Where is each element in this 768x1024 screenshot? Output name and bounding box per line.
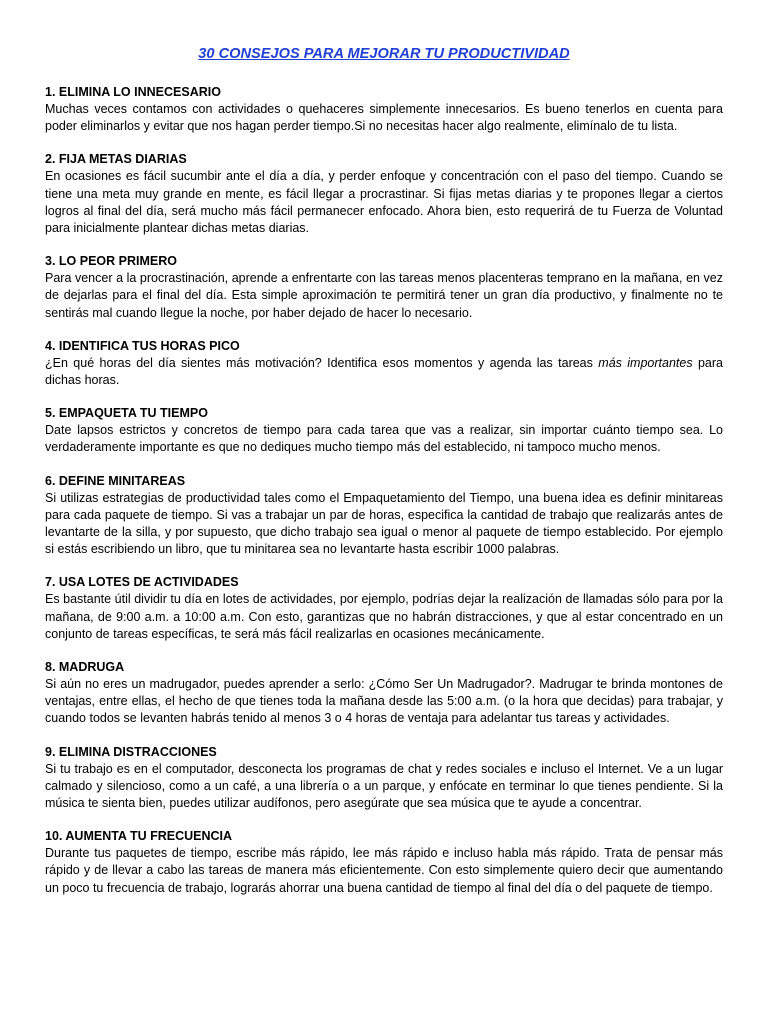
- section-body: Si utilizas estrategias de productividad tales como el Empaquetamiento del Tiempo, una buena idea es definir minitareas para cada paquete de tiempo. Si vas a trabajar un par de horas, especifica la cantidad de trabajo que realizarás antes de levantarte de la silla, y por supuesto, que dicho trabajo sea igual o menor al paquete de tiempo establecido. Por ejemplo si estás escribiendo un libro, que tu minitarea sea no levantarte hasta escribir 1000 palabras.: [45, 490, 723, 557]
- section-9: [45, 744, 723, 813]
- section-2: [45, 151, 723, 237]
- section-body: Es bastante útil dividir tu día en lotes de actividades, por ejemplo, podrías dejar la realización de llamadas sólo para por la mañana, de 9:00 a.m. a 10:00 a.m. Con esto, garantizas que no habrán distracciones, y que al estar concentrado en un conjunto de tareas específicas, te será más fácil realizarlas en ocasiones mecánicamente.: [45, 592, 723, 641]
- section-body-text: ¿En qué horas del día sientes más motivación? Identifica esos momentos y agenda las tareas: [45, 355, 599, 370]
- section-body-text: para dichas horas.: [45, 355, 723, 388]
- section-body: En ocasiones es fácil sucumbir ante el día a día, y perder enfoque y concentración con el paso del tiempo. Cuando se tiene una meta muy grande en mente, es fácil llegar a procrastinar. Si fijas metas diarias y te propones llegar a ciertos logros al final del día, será mucho más fácil permanecer enfocado. Ahora bien, esto requerirá de tu Fuerza de Voluntad para inicialmente plantear dichas metas diarias.: [45, 169, 723, 236]
- section-10: [45, 828, 723, 897]
- section-heading: 6. DEFINE MINITAREAS: [45, 473, 186, 488]
- document-page: [45, 44, 723, 913]
- section-body: Muchas veces contamos con actividades o quehaceres simplemente innecesarios. Es bueno tenerlos en cuenta para poder eliminarlos y evitar que nos hagan perder tiempo.Si no necesitas hacer algo realmente, elimínalo de tu lista.: [45, 102, 723, 134]
- section-1: [45, 84, 723, 135]
- section-heading: 4. IDENTIFICA TUS HORAS PICO: [45, 338, 240, 353]
- section-4: [45, 338, 723, 389]
- section-heading: 10. AUMENTA TU FRECUENCIA: [45, 829, 233, 844]
- section-heading: 8. MADRUGA: [45, 660, 125, 675]
- section-3: [45, 253, 723, 322]
- document-title: 30 CONSEJOS PARA MEJORAR TU PRODUCTIVIDAD: [198, 46, 570, 62]
- section-8: [45, 659, 723, 728]
- section-body: Si tu trabajo es en el computador, desconecta los programas de chat y redes sociales e incluso el Internet. Ve a un lugar calmado y silencioso, como a un café, a una librería o a un parque, y enfócate en terminar lo que tienes pendiente. Si la música te sienta bien, puedes utilizar audífonos, pero asegúrate que sea música que te ayude a concentrar.: [45, 761, 723, 811]
- section-heading: 3. LO PEOR PRIMERO: [45, 254, 177, 269]
- section-7: [45, 574, 723, 643]
- section-body: Para vencer a la procrastinación, aprende a enfrentarte con las tareas menos placenteras temprano en la mañana, en vez de dejarlas para el final del día. Esta simple aproximación te permitirá tener un gran día productivo, y finalmente no te sentirás mal cuando llegue la noche, por haber dejado de hacer lo necesario.: [45, 271, 723, 320]
- section-heading: 9. ELIMINA DISTRACCIONES: [45, 744, 217, 759]
- section-heading: 2. FIJA METAS DIARIAS: [45, 152, 187, 167]
- section-6: [45, 473, 723, 559]
- section-heading: 5. EMPAQUETA TU TIEMPO: [45, 406, 208, 421]
- section-heading: 7. USA LOTES DE ACTIVIDADES: [45, 575, 239, 590]
- section-heading: 1. ELIMINA LO INNECESARIO: [45, 85, 221, 99]
- section-body: [45, 355, 723, 389]
- emphasized-text: más importantes: [598, 355, 693, 370]
- section-body: Date lapsos estrictos y concretos de tiempo para cada tarea que vas a realizar, sin importar cuánto tiempo sea. Lo verdaderamente importante es que no dediques mucho tiempo más del establecido, ni tampoco mucho menos.: [45, 423, 723, 455]
- section-5: [45, 405, 723, 456]
- section-body: Durante tus paquetes de tiempo, escribe más rápido, lee más rápido e incluso habla más rápido. Trata de pensar más rápido y de llevar a cabo las tareas de manera más eficientemente. Con esto simplemente quiero decir que aumentando un poco tu frecuencia de trabajo, lograrás ahorrar una buena cantidad de tiempo al final del día o del paquete de tiempo.: [45, 846, 723, 895]
- section-body: Si aún no eres un madrugador, puedes aprender a serlo: ¿Cómo Ser Un Madrugador?. Madrugar te brinda montones de ventajas, entre ellas, el hecho de que tienes toda la mañana desde las 5:00 a.m. (o la hora que decidas) para trabajar, y cuando todos se levanten habrás tenido al menos 3 o 4 horas de ventaja para adelantar tus tareas y actividades.: [45, 677, 723, 726]
